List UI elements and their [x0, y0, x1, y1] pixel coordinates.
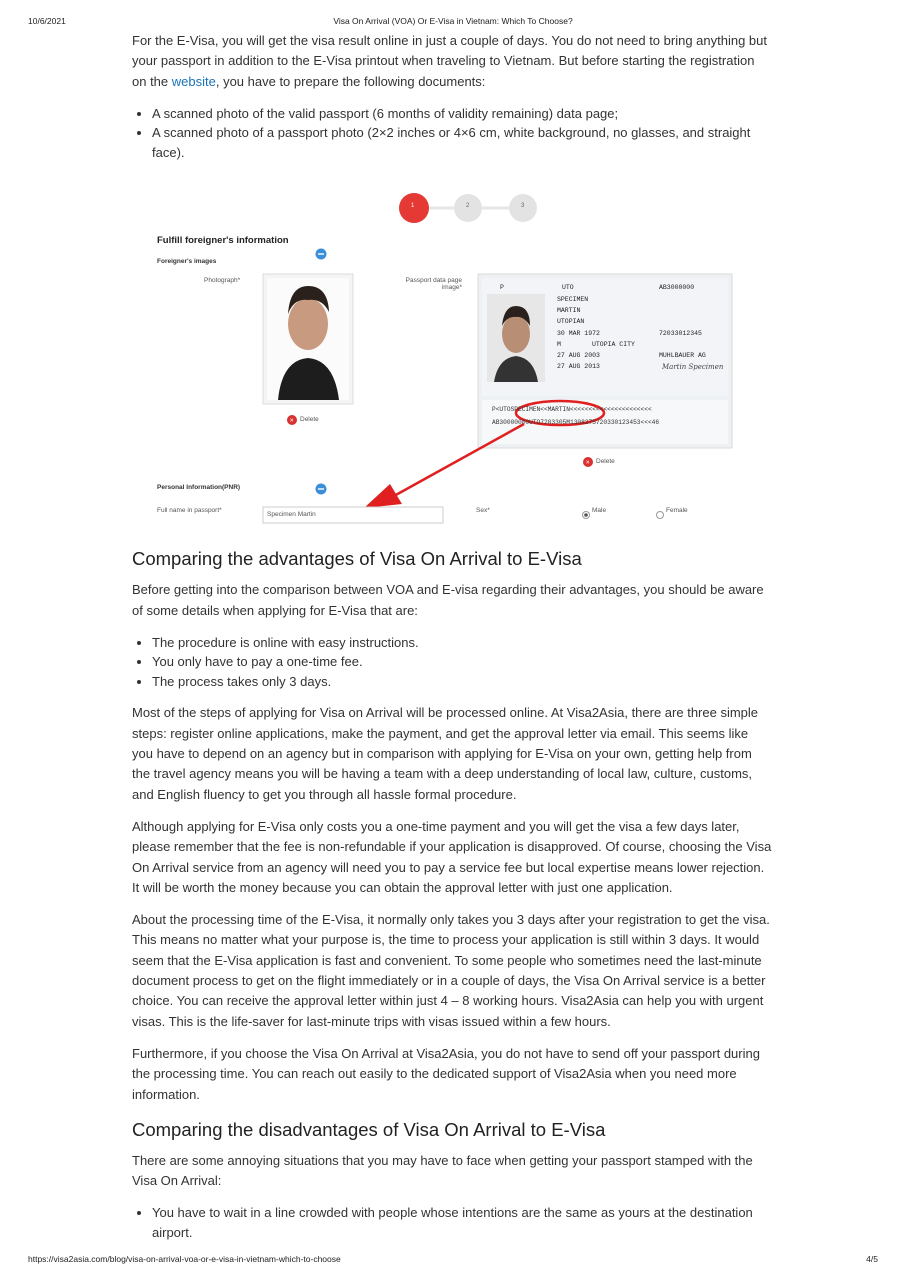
disadvantages-heading: Comparing the disadvantages of Visa On Arrival to E-Visa [132, 1118, 606, 1140]
step-3-label: 3 [521, 203, 525, 210]
step-1-label: 1 [411, 203, 415, 210]
list-item: • A scanned photo of a passport photo (2×2 inches or 4×6 cm, white background, no glasses, and straight face). [152, 123, 772, 162]
advantages-intro: Before getting into the comparison between VOA and E-visa regarding their advantages, you should be aware of some details when applying for E-Visa that are: [132, 582, 764, 618]
x-glyph: × [289, 417, 294, 425]
images-section-label: Foreigner's images [157, 258, 217, 266]
x-glyph: × [585, 459, 590, 467]
arrow-head [364, 484, 402, 508]
fullname-value: Specimen Martin [267, 511, 316, 519]
advantages-list [132, 633, 772, 692]
minus-icon [318, 254, 324, 255]
print-header [28, 16, 878, 26]
advantages-heading: Comparing the advantages of Visa On Arrival to E-Visa [132, 548, 582, 570]
pnr-section-label: Personal Information(PNR) [157, 484, 241, 492]
form-title: Fulfill foreigner's information [157, 235, 289, 247]
passport-given-name: MARTIN [557, 307, 581, 315]
list-item: • You only have to pay a one-time fee. [152, 652, 772, 672]
passport-number: AB3000000 [659, 284, 695, 292]
print-url: https://visa2asia.com/blog/visa-on-arrival-voa-or-e-visa-in-vietnam-which-to-choose [28, 1254, 341, 1264]
list-item: • You have to wait in a line crowded with people whose intentions are the same as yours at the destination airport. [152, 1203, 772, 1242]
fullname-label: Full name in passport* [157, 507, 222, 515]
passport-surname: SPECIMEN [557, 296, 589, 304]
passport-birthplace: UTOPIA CITY [592, 341, 635, 349]
documents-list [132, 104, 772, 163]
advantages-paragraph-2: Although applying for E-Visa only costs you a one-time payment and you will get the visa a few days later, please remember that the fee is non-refundable if your application is disapproved. Of course, choosing the Visa On Arrival service from an agency will need you to pay a service fee but local expertise means lower rejection. It will be worth the money because you can obtain the approval letter with just one application. [132, 818, 772, 895]
passport-type: P [500, 284, 504, 292]
step-2-label: 2 [466, 203, 470, 210]
advantages-paragraph-4: Furthermore, if you choose the Visa On Arrival at Visa2Asia, you do not have to send off your passport during the processing time. You can reach out easily to the dedicated support of Visa2Asia when you need more information. [132, 1045, 760, 1102]
photograph-label: Photograph* [204, 277, 241, 285]
print-date: 10/6/2021 [28, 16, 66, 26]
passport-signature: Martin Specimen [662, 363, 724, 372]
passport-face [502, 315, 530, 353]
passport-delete-label[interactable]: Delete [596, 458, 615, 466]
article-content [132, 31, 772, 1254]
intro-text-before: For the E-Visa, you will get the visa result online in just a couple of days. You do not need to bring anything but your passport in addition to the E-Visa printout when traveling to Vietnam. But before starting the registration on the [132, 33, 767, 89]
passport-dob: 30 MAR 1972 [557, 330, 600, 338]
passport-authority: MUHLBAUER AG [659, 352, 706, 360]
print-footer [28, 1254, 878, 1264]
female-label: Female [666, 507, 688, 515]
passport-sex: M [557, 341, 561, 349]
passport-issue-date: 27 AUG 2003 [557, 352, 600, 360]
list-item: • The process takes only 3 days. [152, 672, 772, 692]
intro-text-after: , you have to prepare the following documents: [215, 73, 486, 89]
photo-delete-label[interactable]: Delete [300, 416, 319, 424]
passport-country: UTO [562, 284, 574, 292]
face-shape [288, 298, 328, 350]
page-number: 4/5 [866, 1254, 878, 1264]
intro-paragraph [132, 31, 772, 92]
radio-dot [584, 514, 588, 518]
advantages-paragraph-3: About the processing time of the E-Visa, it normally only takes you 3 days after your registration to get the visa. This means no matter what your purpose is, the time to process your application is still within 3 days. It would seem that the E-Visa application is fast and convenient. To some people who sometimes need the last-minute document process to get on the flight immediately or in a couple of days, the Visa On Arrival service is a better choice. You can receive the approval letter within just 4 – 8 working hours. Visa2Asia can help you with urgent visas. This is the life-saver for last-minute trips with visas issued within a few hours. [132, 912, 770, 1029]
sex-label: Sex* [476, 507, 490, 515]
evisa-form-screenshot [132, 174, 772, 532]
passport-expiry: 27 AUG 2013 [557, 363, 600, 371]
arrow-line [394, 424, 524, 496]
male-label: Male [592, 507, 607, 515]
list-item: • The procedure is online with easy instructions. [152, 633, 772, 653]
passport-label-line2: image* [441, 284, 462, 292]
print-title: Visa On Arrival (VOA) Or E-Visa in Vietnam: Which To Choose? [333, 16, 573, 26]
list-item: • A scanned photo of the valid passport (6 months of validity remaining) data page; [152, 104, 772, 124]
passport-mrz-line2: AB30000000UTO7203305M1308275720330123453<<<46 [492, 419, 660, 427]
passport-mrz-line1: P<UTOSPECIMEN<<MARTIN<<<<<<<<<<<<<<<<<<<<<< [492, 406, 652, 414]
passport-label [392, 277, 462, 291]
passport-label-line1: Passport data page [405, 277, 462, 285]
advantages-paragraph-1: Most of the steps of applying for Visa on Arrival will be processed online. At Visa2Asia, there are three simple steps: register online applications, make the payment, and get the approval letter via email. This seems like you have to depend on an agency but in comparison with applying for E-Visa on your own, getting help from the travel agency means you will be having a team with a deep understanding of local law, culture, customs, and English fluency to get you through all hassle formal procedure. [132, 705, 759, 802]
disadvantages-intro: There are some annoying situations that you may have to face when getting your passport stamped with the Visa On Arrival: [132, 1152, 753, 1189]
website-link[interactable]: website [171, 73, 216, 89]
passport-personal-no: 72033012345 [659, 330, 702, 338]
disadvantages-list [132, 1203, 772, 1242]
passport-nationality: UTOPIAN [557, 318, 585, 326]
female-radio[interactable] [657, 512, 664, 519]
minus-icon [318, 489, 324, 490]
